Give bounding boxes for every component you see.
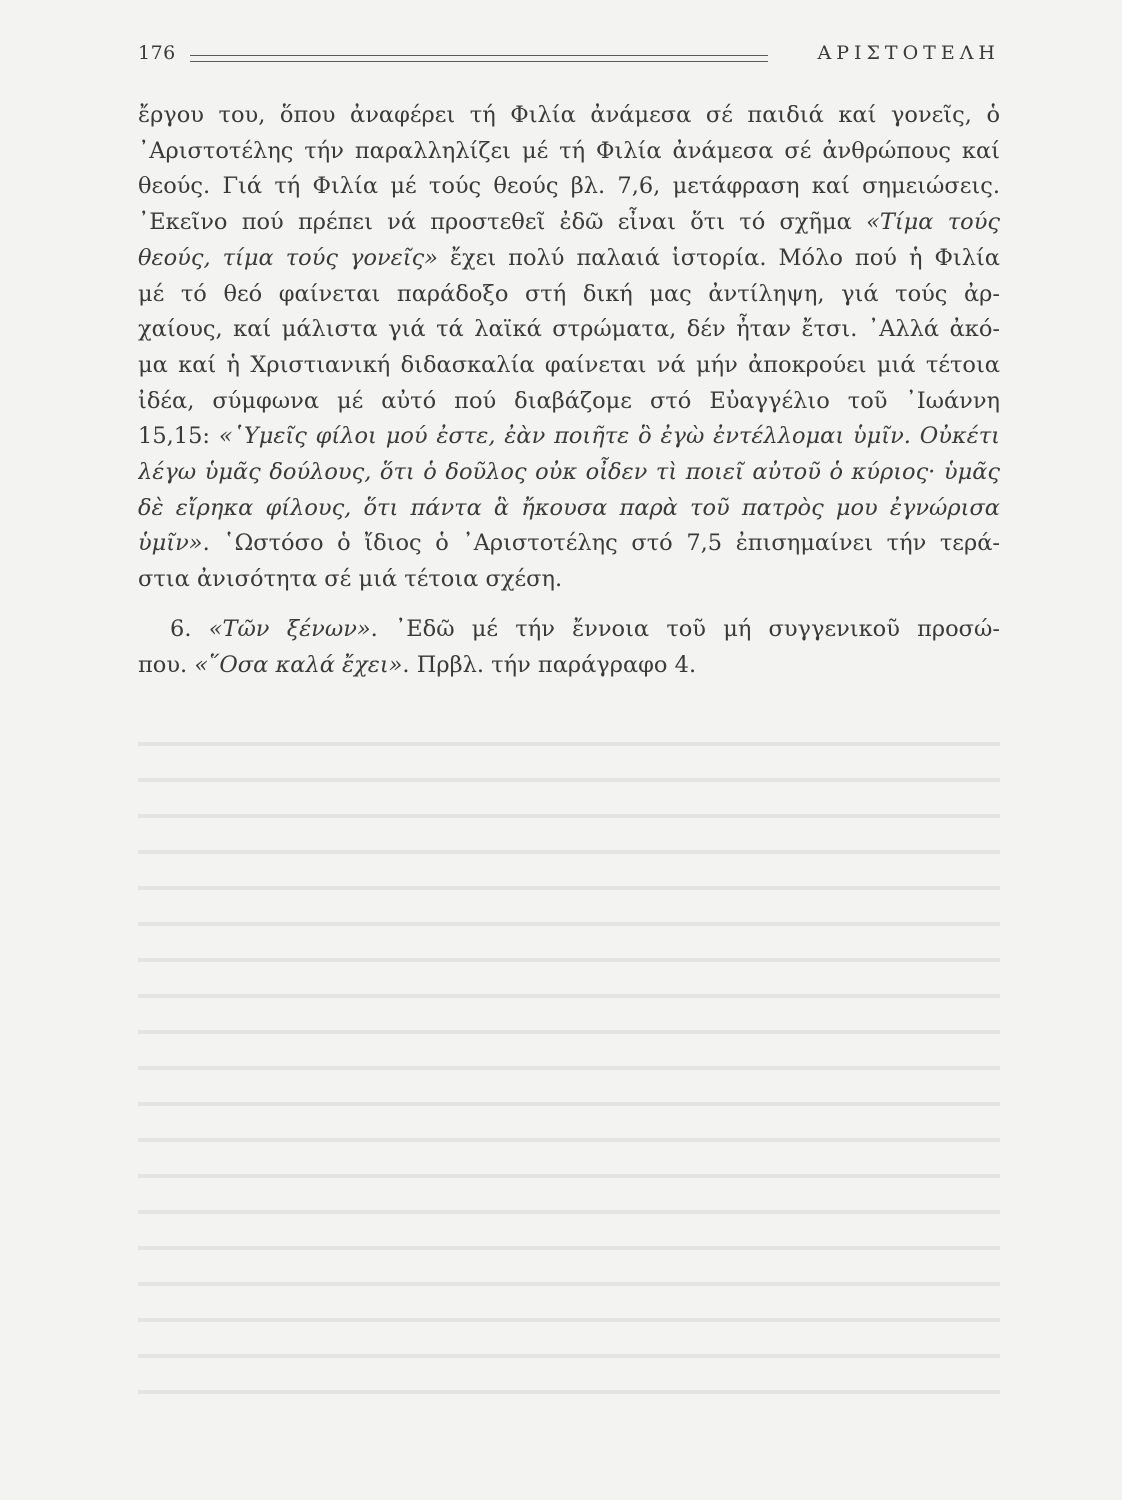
text-line (138, 277, 1000, 313)
text-run: ἔχει πολύ παλαιά ἱστορία. Μόλο πού ἡ Φιλία (437, 244, 1000, 271)
text-run: που. (138, 651, 195, 678)
text-run: θεούς. Γιά τή Φιλία μέ τούς θεούς βλ. 7,6, μετάφραση καί σημειώσεις. (138, 173, 1000, 200)
italic-quote: «Τίμα τούς (866, 209, 1000, 236)
header-double-rule (190, 55, 768, 62)
text-line (138, 98, 1000, 134)
text-run: ᾿Αριστοτέλης τήν παραλληλίζει μέ τή Φιλία ἀνάμεσα σέ ἀνθρώπους καί (138, 137, 1000, 164)
text-line (138, 612, 1000, 648)
text-line (138, 648, 1000, 684)
text-run: 6. (170, 615, 209, 642)
text-run: . ᾿Εδῶ μέ τήν ἔννοια τοῦ μή συγγενικοῦ προσώ- (370, 615, 1000, 642)
text-run: μα καί ἡ Χριστιανική διδασκαλία φαίνεται νά μήν ἀποκρούει μιά τέτοια (138, 351, 1000, 378)
text-run: . Πρβλ. τήν παράγραφο 4. (402, 651, 697, 678)
main-text (138, 98, 1000, 683)
page-number: 176 (138, 42, 176, 64)
text-run: ἔργου του, ὅπου ἀναφέρει τή Φιλία ἀνάμεσα σέ παιδιά καί γονεῖς, ὁ (138, 102, 1000, 128)
running-title: ΑΡΙΣΤΟΤΕΛΗ (817, 42, 1000, 64)
text-line (138, 455, 1000, 491)
text-line (138, 312, 1000, 348)
text-line (138, 419, 1000, 455)
italic-quote: λέγω ὑμᾶς δούλους, ὅτι ὁ δοῦλος οὐκ οἶδεν τὶ ποιεῖ αὐτοῦ ὁ κύριος· ὑμᾶς (138, 459, 1000, 486)
text-line (138, 526, 1000, 562)
italic-quote: «Τῶν ξένων» (208, 615, 371, 642)
commentary-paragraph (138, 98, 1000, 598)
italic-quote: «῞Οσα καλά ἔχει» (194, 651, 403, 678)
italic-quote: δὲ εἴρηκα φίλους, ὅτι πάντα ἃ ἤκουσα παρὰ τοῦ πατρὸς μου ἐγνώρισα (138, 494, 1000, 521)
text-line (138, 205, 1000, 241)
text-line (138, 491, 1000, 527)
text-line (138, 562, 1000, 598)
text-line (138, 348, 1000, 384)
text-run: ἰδέα, σύμφωνα μέ αὐτό πού διαβάζομε στό Εὐαγγέλιο τοῦ ᾿Ιωάννη (138, 387, 1000, 414)
text-line (138, 241, 1000, 277)
text-run: χαίους, καί μάλιστα γιά τά λαϊκά στρώματα, δέν ἦταν ἔτσι. ᾿Αλλά ἀκό- (138, 316, 1000, 343)
note-6-paragraph (138, 612, 1000, 683)
italic-quote: «῾Υμεῖς φίλοι μού ἐστε, ἐὰν ποιῆτε ὃ ἐγὼ ἐντέλλομαι ὑμῖν. Οὐκέτι (218, 423, 1000, 450)
text-run: ᾿Εκεῖνο πού πρέπει νά προστεθεῖ ἐδῶ εἶναι ὅτι τό σχῆμα (138, 209, 867, 236)
text-line (138, 134, 1000, 170)
text-line (138, 384, 1000, 420)
text-run: μέ τό θεό φαίνεται παράδοξο στή δική μας ἀντίληψη, γιά τούς ἀρ- (138, 280, 1000, 307)
text-line (138, 169, 1000, 205)
show-through-bleed (138, 720, 1000, 1420)
running-head (138, 38, 1000, 74)
text-run: στια ἀνισότητα σέ μιά τέτοια σχέση. (138, 566, 563, 593)
text-run: . ῾Ωστόσο ὁ ἴδιος ὁ ᾿Αριστοτέλης στό 7,5 ἐπισημαίνει τήν τερά- (202, 530, 1000, 557)
italic-quote: ὑμῖν» (138, 530, 203, 557)
text-run: 15,15: (138, 423, 219, 450)
italic-quote: θεούς, τίμα τούς γονεῖς» (138, 244, 438, 271)
